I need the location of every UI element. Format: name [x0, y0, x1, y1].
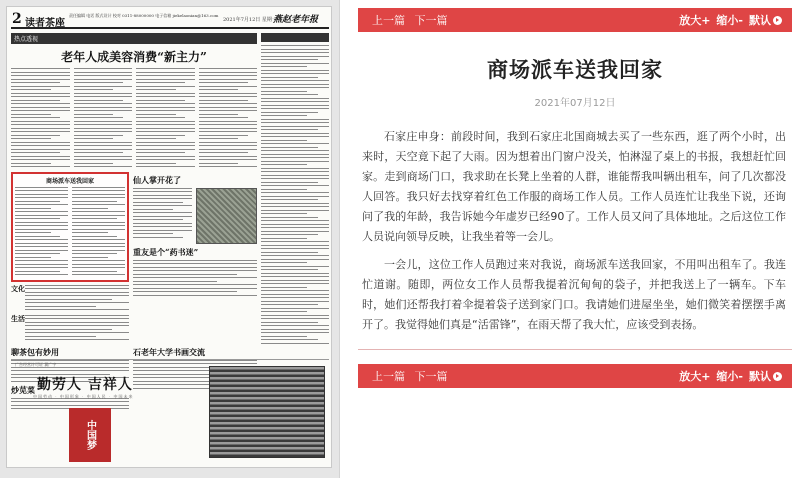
ad-photo — [209, 366, 325, 458]
newspaper-second-row — [11, 172, 257, 343]
side-label-culture: 文化 — [11, 283, 25, 293]
newspaper-page-number: 2 — [12, 11, 22, 27]
play-circle-icon — [773, 16, 782, 25]
prev-article-link[interactable]: 上一篇 — [372, 370, 405, 383]
newspaper-masthead: 燕赵老年报 — [273, 15, 319, 25]
default-size-label: 默认 — [749, 14, 771, 27]
newspaper-lead-story — [11, 68, 257, 170]
newspaper-main-headline[interactable]: 老年人成美容消费“新主力” — [61, 50, 207, 64]
story-amaranth-title[interactable]: 炒苋菜 — [11, 384, 35, 395]
cactus-photo — [196, 188, 257, 244]
newspaper-main-column — [11, 33, 257, 412]
article-paragraph: 一会儿，这位工作人员跑过来对我说，商场派车送我回家，不用叫出租车了。我连忙道谢。随即，两位女工作人员帮我提着沉甸甸的袋子，并把我送上了一辆车。下车时，她们还帮我打着伞提着袋子送到家门口。我请她们进屋坐坐，她们微笑着摆摆手离开了。我觉得她们真是“活雷锋”，在雨天帮了我大忙，应该受到表扬。 — [362, 258, 786, 331]
newspaper-issue-date: 2021年7月12日 星期一 — [223, 17, 277, 23]
newspaper-mid-stories — [133, 172, 257, 343]
newspaper-panel — [0, 0, 340, 478]
newspaper-highlight-story[interactable] — [11, 172, 129, 343]
ad-slogan: 中国劳动 · 中国形象 · 中国人民 · 中国未来 — [33, 394, 134, 399]
zoom-out-button[interactable]: 缩小- — [716, 370, 743, 383]
newspaper-issue-info: 责任编辑 电话 版式设计 校对 0311-88000000 电子信箱 jiekelaonian@163.com — [69, 13, 219, 18]
story-cactus-title[interactable]: 仙人掌开花了 — [133, 174, 181, 185]
newspaper-top-bar: 热点透视 — [11, 33, 257, 44]
zoom-in-button[interactable]: 放大+ — [679, 370, 711, 383]
article-title: 商场派车送我回家 — [487, 58, 663, 82]
default-size-label: 默认 — [749, 370, 771, 383]
newspaper-header — [11, 11, 329, 29]
play-circle-icon — [773, 372, 782, 381]
zoom-in-button[interactable]: 放大+ — [679, 14, 711, 27]
story-teabag-title[interactable]: 聊茶包有妙用 — [11, 346, 59, 357]
default-size-button[interactable] — [749, 368, 782, 384]
article-reader — [358, 8, 792, 388]
newspaper-side-column — [261, 33, 329, 346]
next-article-link[interactable]: 下一篇 — [414, 14, 448, 27]
article-divider — [358, 349, 792, 350]
newspaper-section: 读者茶座 — [25, 18, 65, 29]
zoom-out-button[interactable]: 缩小- — [716, 14, 743, 27]
ad-brand-text: 勤劳人 吉祥人 — [37, 377, 133, 393]
ad-seal: 中国梦 — [69, 408, 111, 462]
story-calligraphy-title[interactable]: 石老年大学书画交流 — [133, 346, 205, 357]
article-body — [358, 127, 792, 335]
highlight-story-box[interactable] — [11, 172, 129, 282]
newspaper-advertisement — [11, 359, 329, 465]
prev-article-link[interactable]: 上一篇 — [372, 14, 405, 27]
next-article-link[interactable]: 下一篇 — [414, 370, 448, 383]
story-bookworm-title[interactable]: 重友是个“药书迷” — [133, 246, 199, 257]
article-date: 2021年07月12日 — [534, 98, 616, 109]
side-label-life: 生活 — [11, 313, 25, 323]
article-nav-top — [358, 8, 792, 32]
article-paragraph: 石家庄申身：前段时间，我到石家庄北国商城去买了一些东西，逛了两个小时，出来时，天空竟下起了大雨。因为想着出门窗户没关，怕淋湿了桌上的书报，我想赶忙回家。走到商场门口，我求助在长凳上坐着的人群，谁能帮我叫辆出租车，问了几次都没人回答。我只好去找穿着红色工作服的商场工作人员。工作人员连忙让我坐下说，还询问了我的年龄，我告诉她今年虚岁已经90了。工作人员又问了具体地址。之后这位工作人员说向领导反映，让我坐着等一会儿。 — [362, 130, 786, 243]
highlight-story-title: 商场派车送我回家 — [45, 177, 94, 185]
default-size-button[interactable] — [749, 12, 782, 28]
article-nav-bottom — [358, 364, 792, 388]
ad-caption: 广告经营许可证 冀广字 — [15, 362, 57, 367]
newspaper-page-image[interactable] — [6, 6, 332, 468]
